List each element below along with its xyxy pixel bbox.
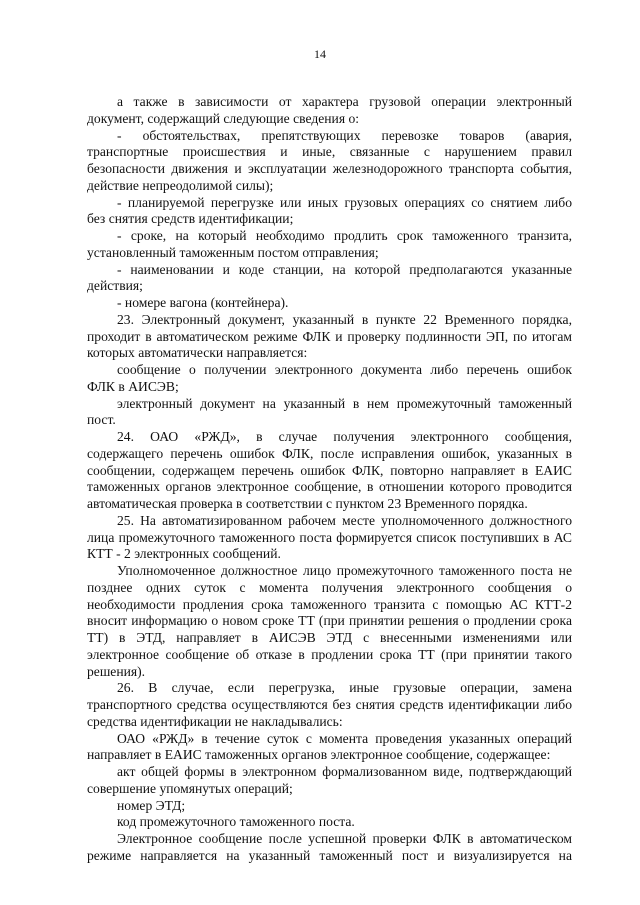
text-line: действие непреодолимой силы);: [87, 177, 274, 193]
text-line: 23. Электронный документ, указанный в пункте 22 Временного порядка,: [117, 311, 572, 327]
text-line: ОАО «РЖД» в течение суток с момента проведения указанных операций: [117, 730, 572, 746]
text-line: установленный таможенным постом отправления;: [87, 244, 379, 260]
text-line: лица промежуточного таможенного поста формируется список поступивших в АС: [87, 529, 572, 545]
text-line: действия;: [87, 278, 143, 294]
paragraph: [87, 831, 572, 865]
paragraph: [87, 764, 572, 798]
text-line: КТТ - 2 электронных сообщений.: [87, 546, 281, 562]
text-line: которых автоматически направляется:: [87, 345, 308, 361]
text-line: без снятия средств идентификации;: [87, 211, 294, 227]
paragraph: [87, 396, 572, 430]
text-line: необходимости продления срока таможенного транзита с помощью АС КТТ-2: [87, 596, 572, 612]
text-line: направляет в ЕАИС таможенных органов электронное сообщение, содержащее:: [87, 747, 551, 763]
text-line: проходит в автоматическом режиме ФЛК и проверку подлинности ЭП, по итогам: [87, 328, 572, 344]
text-line: содержащего перечень ошибок ФЛК, после исправления ошибок, указанных в: [87, 445, 572, 461]
text-line: решения).: [87, 663, 146, 679]
paragraph: [87, 814, 572, 831]
text-line: ФЛК в АИСЭВ;: [87, 378, 179, 394]
text-line: безопасности движения и эксплуатации железнодорожного транспорта события,: [87, 161, 572, 176]
text-line: ТТ) в ЭТД, направляет в АИСЭВ ЭТД с внесенными изменениями или: [87, 630, 572, 645]
text-line: позднее одних суток с момента получения электронного сообщения о: [87, 579, 572, 595]
text-line: - номере вагона (контейнера).: [117, 295, 289, 310]
text-line: вносит информацию о новом сроке ТТ (при принятии решения о продлении срока: [87, 613, 572, 629]
text-line: средства идентификации не накладывались:: [87, 713, 343, 729]
text-line: Уполномоченное должностное лицо промежуточного таможенного поста не: [117, 563, 572, 578]
text-line: электронное сообщение об отказе в продлении срока ТТ (при принятии такого: [87, 646, 572, 662]
text-line: транспортные происшествия и иные, связанные с нарушением правил: [87, 144, 572, 160]
paragraph: [87, 94, 572, 128]
paragraph: [87, 362, 572, 396]
paragraph: [87, 295, 572, 312]
paragraph: [87, 680, 572, 730]
text-line: автоматическая проверка в соответствии с пунктом 23 Временного порядка.: [87, 496, 528, 511]
text-line: Электронное сообщение после успешной проверки ФЛК в автоматическом: [117, 831, 572, 846]
text-line: 25. На автоматизированном рабочем месте уполномоченного должностного: [117, 512, 572, 528]
text-line: сообщение о получении электронного документа либо перечень ошибок: [117, 362, 572, 377]
text-line: электронный документ на указанный в нем промежуточный таможенный: [117, 395, 572, 411]
text-line: транспортного средства осуществляются без снятия средств идентификации либо: [87, 697, 572, 712]
text-line: документ, содержащий следующие сведения о:: [87, 110, 360, 126]
text-line: - планируемой перегрузке или иных грузовых операциях со снятием либо: [117, 194, 572, 210]
text-line: режиме направляется на указанный таможенный пост и визуализируется на: [87, 847, 572, 863]
text-line: - сроке, на который необходимо продлить срок таможенного транзита,: [117, 228, 572, 243]
text-line: 24. ОАО «РЖД», в случае получения электронного сообщения,: [117, 429, 572, 444]
text-line: пост.: [87, 412, 116, 428]
paragraph: [87, 731, 572, 765]
text-line: код промежуточного таможенного поста.: [117, 814, 355, 830]
text-line: сообщении, содержащем перечень ошибок ФЛК, повторно направляет в ЕАИС: [87, 462, 572, 478]
text-line: а также в зависимости от характера грузовой операции электронный: [117, 94, 572, 109]
document-body: [87, 94, 572, 865]
paragraph: [87, 228, 572, 262]
paragraph: [87, 128, 572, 195]
text-line: - обстоятельствах, препятствующих перевозке товаров (авария,: [117, 127, 572, 143]
paragraph: [87, 312, 572, 362]
page-number: 14: [314, 47, 326, 61]
text-line: - наименовании и коде станции, на которой предполагаются указанные: [117, 261, 572, 277]
text-line: акт общей формы в электронном формализованном виде, подтверждающий: [117, 764, 572, 779]
paragraph: [87, 262, 572, 296]
text-line: 26. В случае, если перегрузка, иные грузовые операции, замена: [117, 680, 572, 696]
paragraph: [87, 798, 572, 815]
paragraph: [87, 195, 572, 229]
text-line: совершение упомянутых операций;: [87, 780, 293, 796]
paragraph: [87, 513, 572, 563]
paragraph: [87, 563, 572, 680]
text-line: номер ЭТД;: [117, 797, 186, 813]
text-line: таможенных органов электронное сообщение, в отношении которого проводится: [87, 479, 572, 495]
paragraph: [87, 429, 572, 513]
